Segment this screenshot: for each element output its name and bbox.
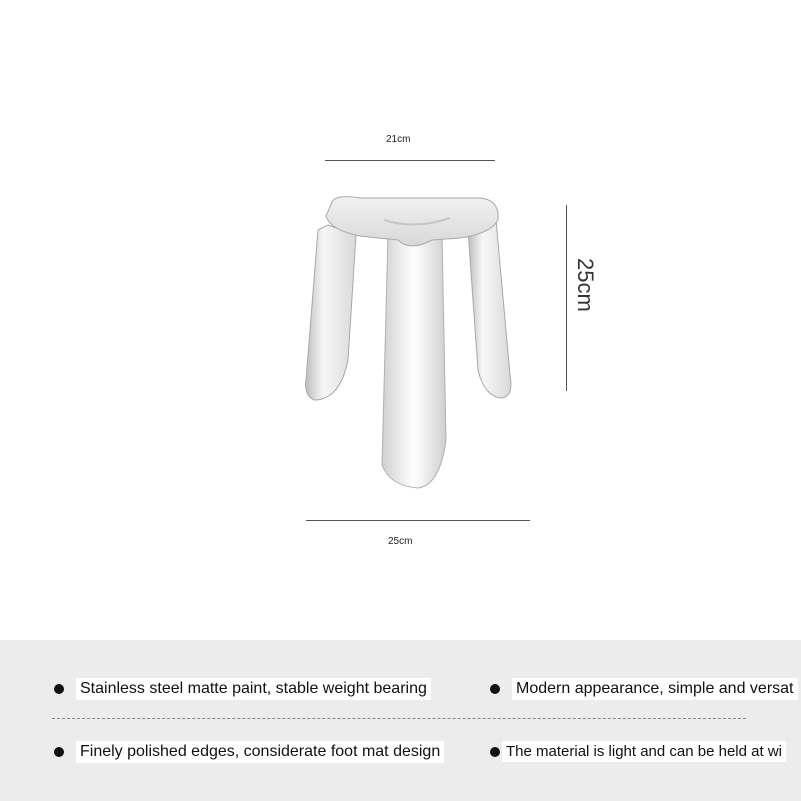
bottom-width-line [306, 520, 530, 521]
feature-item-4 [490, 741, 786, 762]
bullet-icon [490, 747, 500, 757]
feature-item-2 [490, 678, 798, 700]
stool-image [300, 190, 530, 490]
feature-text: Modern appearance, simple and versat [512, 678, 798, 700]
divider [52, 718, 746, 719]
top-width-line [325, 160, 495, 161]
height-line [566, 205, 567, 391]
feature-panel [0, 640, 801, 801]
feature-text: Stainless steel matte paint, stable weight bearing [76, 678, 431, 700]
feature-text: Finely polished edges, considerate foot mat design [76, 741, 444, 763]
feature-text: The material is light and can be held at wi [502, 741, 786, 762]
bullet-icon [490, 684, 500, 694]
feature-item-1 [54, 678, 431, 700]
height-label: 25cm [573, 258, 598, 312]
feature-item-3 [54, 741, 444, 763]
bottom-width-label: 25cm [388, 536, 413, 547]
bullet-icon [54, 684, 64, 694]
bullet-icon [54, 747, 64, 757]
top-width-label: 21cm [386, 134, 411, 145]
